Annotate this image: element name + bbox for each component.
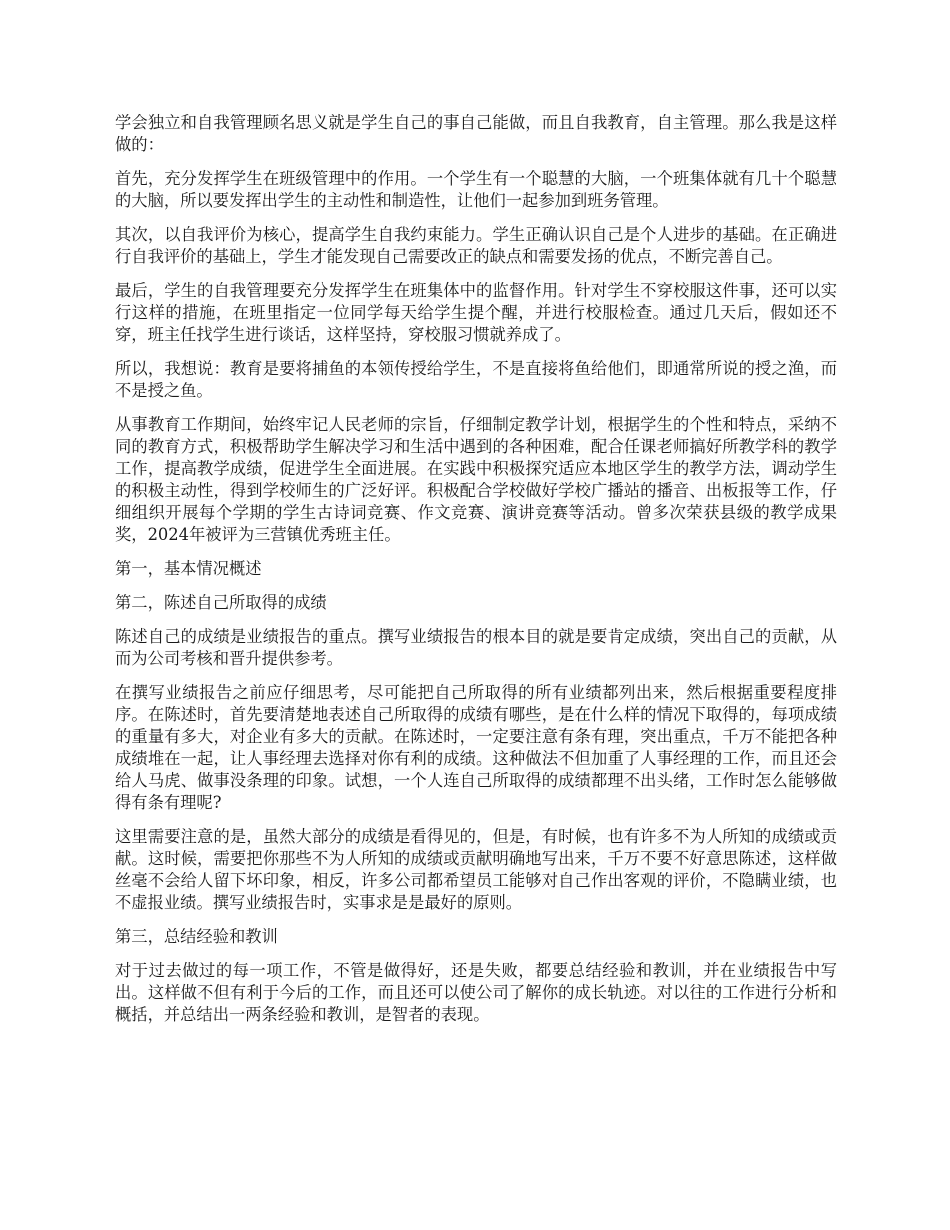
paragraph-conclusion: 所以，我想说：教育是要将捕鱼的本领传授给学生，不是直接将鱼给他们，即通常所说的授之渔，而不是授之鱼。 <box>115 359 837 400</box>
paragraph-teaching-work: 从事教育工作期间，始终牢记人民老师的宗旨，仔细制定教学计划，根据学生的个性和特点，采纳不同的教育方式，积极帮助学生解决学习和生活中遇到的各种困难，配合任课老师搞好所教学科的教学工作，提高教学成绩，促进学生全面进展。在实践中积极探究适应本地区学生的教学方法，调动学生的积极主动性，得到学校师生的广泛好评。积极配合学校做好学校广播站的播音、出板报等工作，仔细组织开展每个学期的学生古诗词竞赛、作文竞赛、演讲竞赛等活动。曾多次荣获县级的教学成果奖，2024年被评为三营镇优秀班主任。 <box>115 415 837 544</box>
section-heading-achievements: 第二，陈述自己所取得的成绩 <box>115 593 327 612</box>
paragraph-first-point: 首先，充分发挥学生在班级管理中的作用。一个学生有一个聪慧的大脑，一个班集体就有几十个聪慧的大脑，所以要发挥出学生的主动性和制造性，让他们一起参加到班务管理。 <box>115 169 837 210</box>
section-heading-lessons: 第三，总结经验和教训 <box>115 927 278 946</box>
paragraph-second-point: 其次，以自我评价为核心，提高学生自我约束能力。学生正确认识自己是个人进步的基础。在正确进行自我评价的基础上，学生才能发现自己需要改正的缺点和需要发扬的优点，不断完善自己。 <box>115 225 837 266</box>
paragraph-third-point: 最后，学生的自我管理要充分发挥学生在班集体中的监督作用。针对学生不穿校服这件事，还可以实行这样的措施，在班里指定一位同学每天给学生提个醒，并进行校服检查。通过几天后，假如还不穿，班主任找学生进行谈话，这样坚持，穿校服习惯就养成了。 <box>115 281 837 344</box>
paragraph-lessons: 对于过去做过的每一项工作，不管是做得好，还是失败，都要总结经验和教训，并在业绩报告中写出。这样做不但有利于今后的工作，而且还可以使公司了解你的成长轨迹。对以往的工作进行分析和概括，并总结出一两条经验和教训，是智者的表现。 <box>115 961 837 1024</box>
paragraph-hidden-achievements: 这里需要注意的是，虽然大部分的成绩是看得见的，但是，有时候，也有许多不为人所知的成绩或贡献。这时候，需要把你那些不为人所知的成绩或贡献明确地写出来，千万不要不好意思陈述，这样做丝毫不会给人留下坏印象，相反，许多公司都希望员工能够对自己作出客观的评价，不隐瞒业绩，也不虚报业绩。撰写业绩报告时，实事求是是最好的原则。 <box>115 827 837 912</box>
paragraph-achievements-ordering: 在撰写业绩报告之前应仔细思考，尽可能把自己所取得的所有业绩都列出来，然后根据重要程度排序。在陈述时，首先要清楚地表述自己所取得的成绩有哪些，是在什么样的情况下取得的，每项成绩的重量有多大，对企业有多大的贡献。在陈述时，一定要注意有条有理，突出重点，千万不能把各种成绩堆在一起，让人事经理去选择对你有利的成绩。这种做法不但加重了人事经理的工作，而且还会给人马虎、做事没条理的印象。试想，一个人连自己所取得的成绩都理不出头绪，工作时怎么能够做得有条有理呢? <box>115 683 837 812</box>
paragraph-achievements-focus: 陈述自己的成绩是业绩报告的重点。撰写业绩报告的根本目的就是要肯定成绩，突出自己的贡献，从而为公司考核和晋升提供参考。 <box>115 627 837 668</box>
paragraph-intro: 学会独立和自我管理顾名思义就是学生自己的事自己能做，而且自我教育，自主管理。那么我是这样做的： <box>115 113 837 154</box>
section-heading-basic-overview: 第一，基本情况概述 <box>115 559 262 578</box>
